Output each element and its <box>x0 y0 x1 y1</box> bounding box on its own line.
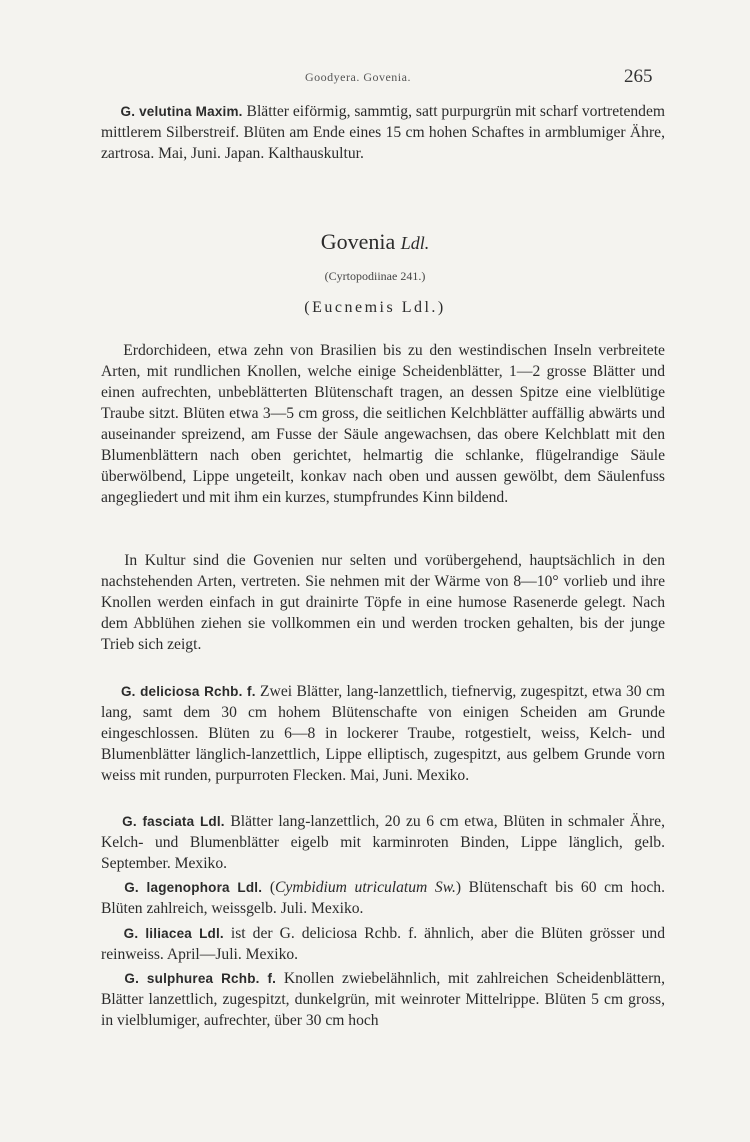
species-name: G. lagenophora Ldl. <box>124 880 263 895</box>
species-text: ) Blütenschaft bis 60 cm hoch. Blüten zahlreich, weissgelb. Juli. Mexiko. <box>101 879 666 917</box>
species-text: Blätter eiförmig, sammtig, satt purpurgrün mit scharf vortretendem mittlerem Silberstreif. Blüten am Ende eines 15 cm hohen Schaftes in armblumiger Ähre, zartrosa. Mai, Juni. Japan. Kalthauskultur. <box>101 103 666 162</box>
genus-title <box>0 228 750 257</box>
species-text: Knollen zwiebelähnlich, mit zahlreichen Scheidenblättern, Blätter lanzettlich, zugespitzt, dunkelgrün, mit weinroter Mittelrippe. Blüten 5 cm gross, in vielblumiger, aufrechter, über 30 cm hoch <box>101 970 665 1029</box>
running-title: Goodyera. Govenia. <box>305 70 411 84</box>
subtribe-reference: (Cyrtopodiinae 241.) <box>324 269 426 283</box>
species-name: G. fasciata Ldl. <box>122 814 225 829</box>
running-head <box>0 66 750 90</box>
genus-name: Govenia <box>320 229 401 254</box>
entry-liliacea <box>101 923 665 965</box>
species-name: G. velutina Maxim. <box>120 104 243 119</box>
species-name: G. liliacea Ldl. <box>123 926 224 941</box>
intro-paragraph-2 <box>101 550 665 655</box>
genus-synonym: (Eucnemis Ldl.) <box>304 299 446 316</box>
species-synonym: Cymbidium utriculatum Sw. <box>275 879 456 896</box>
species-text: ist der G. deliciosa Rchb. f. ähnlich, aber die Blüten grösser und reinweiss. April—Juli. Mexiko. <box>101 925 666 963</box>
page-number: 265 <box>624 66 653 87</box>
species-name: G. deliciosa Rchb. f. <box>120 684 256 699</box>
genus-author: Ldl. <box>400 233 430 253</box>
entry-velutina <box>101 101 665 164</box>
entry-deliciosa <box>101 681 665 786</box>
species-text: Zwei Blätter, lang-lanzettlich, tiefnervig, zugespitzt, etwa 30 cm lang, samt dem 30 cm hohem Blütenschafte von einigen Scheiden am Grunde eingeschlossen. Blüten zu 6—8 in lockerer Traube, rotgestielt, weiss, Kelch- und Blumenblätter länglich-lanzettlich, Lippe elliptisch, zugespitzt, aus gelbem Grunde vorn weiss mit runden, purpurroten Flecken. Mai, Juni. Mexiko. <box>101 683 666 784</box>
species-name: G. sulphurea Rchb. f. <box>124 971 277 986</box>
intro-text-2: In Kultur sind die Govenien nur selten und vorübergehend, hauptsächlich in den nachstehenden Arten, vertreten. Sie nehmen mit der Wärme von 8—10° vorlieb und ihre Knollen werden einfach in gut drainirte Töpfe in eine humose Rasenerde gelegt. Nach dem Abblühen ziehen sie vollkommen ein und werden trocken gehalten, bis der junge Trieb sich zeigt. <box>101 552 666 653</box>
entry-lagenophora <box>101 877 665 919</box>
intro-paragraph-1 <box>101 340 665 508</box>
intro-text-1: Erdorchideen, etwa zehn von Brasilien bis zu den westindischen Inseln verbreitete Arten, mit rundlichen Knollen, welche einige Scheidenblätter, 1—2 grosse Blätter und einen aufrechten, unbeblätterten Blütenschaft tragen, an dessen Spitze eine vielblütige Traube sitzt. Blüten etwa 3—5 cm gross, die seitlichen Kelchblätter auffällig abwärts und auseinander spreizend, am Fusse der Säule angewachsen, das obere Kelchblatt mit den Blumenblättern nach oben gerichtet, helmartig die schlanke, flügelrandige Säule überwölbend, Lippe ungeteilt, konkav nach oben und aussen gewölbt, dem Säulenfuss angegliedert und mit ihm ein kurzes, stumpfrundes Kinn bildend. <box>101 342 665 506</box>
entry-fasciata <box>101 811 665 874</box>
species-text-pre: ( <box>262 879 276 896</box>
species-text: Blätter lang-lanzettlich, 20 zu 6 cm etwa, Blüten in schmaler Ähre, Kelch- und Blumenblätter eigelb mit karminroten Binden, Lippe länglich, gelb. September. Mexiko. <box>101 813 665 872</box>
entry-sulphurea <box>101 968 665 1031</box>
